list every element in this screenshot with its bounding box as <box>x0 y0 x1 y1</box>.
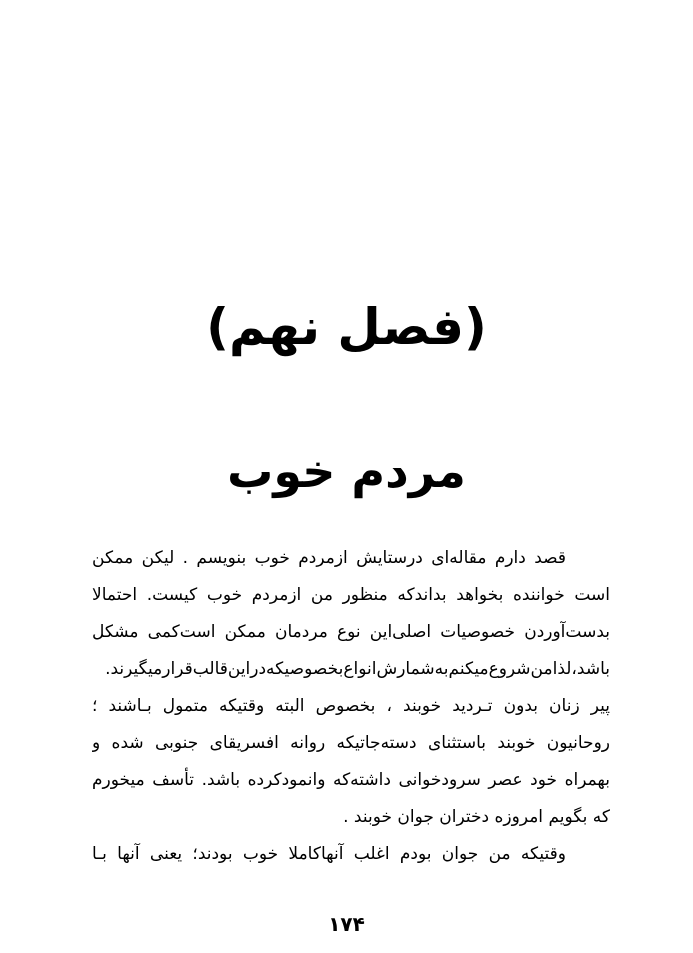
text-line: است خواننده بخواهد بداندکه منظور من ازمردم خوب کیست. احتمالا <box>92 585 610 605</box>
text-line: قصد دارم مقاله‌ای درستایش ازمردم خوب بنویسم . لیکن ممکن <box>92 548 566 568</box>
page-number: ۱۷۴ <box>328 912 365 936</box>
text-line: بهمراه خود عصر سرودخوانی داشته‌که وانمودکرده باشد. تأسف میخورم <box>92 770 610 790</box>
text-line: که بگویم امروزه دختران جوان خوبند . <box>343 807 610 827</box>
text-line: روحانیون خوبند باستثنای دسته‌جاتیکه روانه افسریقای جنوبی شده و <box>92 733 610 753</box>
text-line: بدست‌آوردن خصوصیات اصلی‌این نوع مردمان ممکن است‌کمی مشکل <box>92 622 610 642</box>
paragraph <box>92 540 610 836</box>
text-line: باشد،لذامن‌شروع‌میکنم‌به‌شمارش‌انواع‌بخصوصیکه‌دراین‌قالب‌قرارمیگیرند. <box>105 659 610 679</box>
chapter-title: (فصل نهم) <box>206 298 487 356</box>
text-line: پیر زنان بدون تـردید خوبند ، بخصوص البته وقتیکه متمول بـاشند ؛ <box>92 696 610 716</box>
text-line: وقتیکه من جوان بودم اغلب آنهاکاملا خوب بودند؛ یعنی آنها بـا <box>92 844 566 864</box>
paragraph <box>92 836 610 873</box>
body-text <box>92 540 610 873</box>
section-title: مردم خوب <box>227 444 466 498</box>
